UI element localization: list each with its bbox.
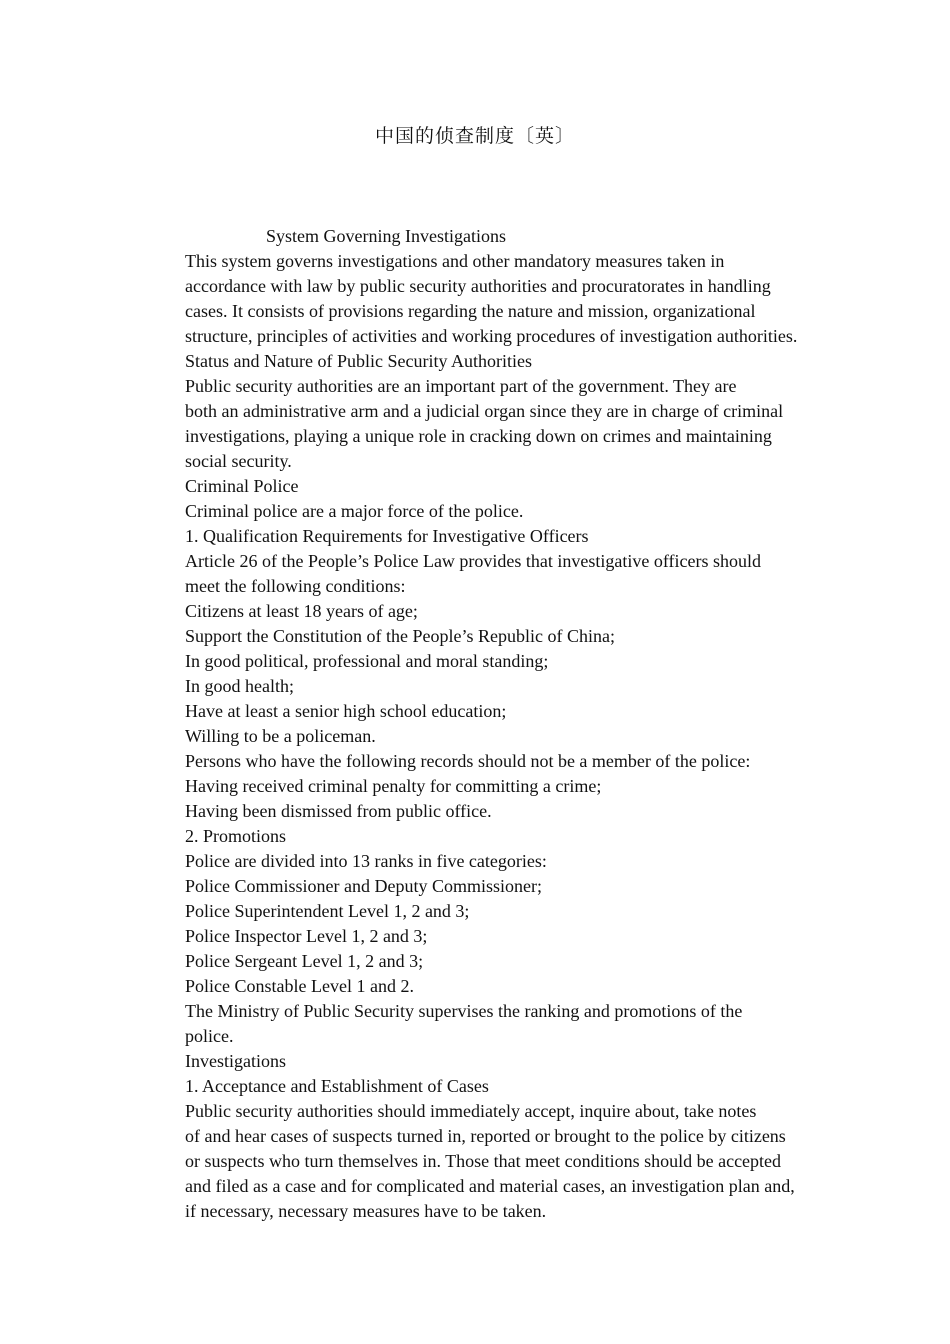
paragraph	[147, 774, 809, 799]
paragraph	[147, 724, 809, 749]
paragraph	[147, 349, 809, 374]
text-line: Investigations	[185, 1051, 286, 1071]
text-line: Have at least a senior high school education;	[185, 701, 507, 721]
text-line: Article 26 of the People’s Police Law provides that investigative officers should	[185, 551, 762, 571]
paragraph	[147, 524, 809, 549]
text-line: Having been dismissed from public office.	[185, 801, 492, 821]
paragraph	[147, 899, 809, 924]
text-line: Persons who have the following records should not be a member of the police:	[185, 751, 751, 771]
paragraph	[147, 1049, 809, 1074]
paragraph	[147, 824, 809, 849]
paragraph	[147, 924, 809, 949]
text-line: 1. Qualification Requirements for Investigative Officers	[185, 526, 589, 546]
text-line: Public security authorities should immediately accept, inquire about, take notes	[185, 1101, 757, 1121]
paragraph	[147, 1074, 809, 1099]
text-line: and filed as a case and for complicated and material cases, an investigation plan and,	[185, 1176, 795, 1196]
text-line: System Governing Investigations	[266, 226, 506, 246]
text-line: structure, principles of activities and working procedures of investigation authorities.	[185, 326, 798, 346]
paragraph	[147, 799, 809, 824]
text-line: Willing to be a policeman.	[185, 726, 376, 746]
text-line: This system governs investigations and other mandatory measures taken in	[185, 251, 725, 271]
paragraph	[147, 549, 809, 599]
text-line: Police Sergeant Level 1, 2 and 3;	[185, 951, 424, 971]
paragraph	[147, 874, 809, 899]
text-line: 2. Promotions	[185, 826, 287, 846]
text-line: 1. Acceptance and Establishment of Cases	[185, 1076, 489, 1096]
text-line: meet the following conditions:	[185, 576, 406, 596]
paragraph	[147, 249, 809, 349]
text-line: The Ministry of Public Security supervises the ranking and promotions of the	[185, 1001, 743, 1021]
text-line: Police are divided into 13 ranks in five categories:	[185, 851, 547, 871]
text-line: Public security authorities are an important part of the government. They are	[185, 376, 737, 396]
paragraph	[147, 674, 809, 699]
text-line: both an administrative arm and a judicial organ since they are in charge of criminal	[185, 401, 784, 421]
paragraph	[147, 374, 809, 474]
text-line: cases. It consists of provisions regarding the nature and mission, organizational	[185, 301, 756, 321]
paragraph	[147, 849, 809, 874]
paragraph	[147, 749, 809, 774]
paragraph	[147, 999, 809, 1049]
text-line: In good health;	[185, 676, 294, 696]
text-line: police.	[185, 1026, 234, 1046]
text-line: Police Commissioner and Deputy Commissioner;	[185, 876, 542, 896]
document-body	[147, 224, 809, 1224]
text-line: Police Superintendent Level 1, 2 and 3;	[185, 901, 470, 921]
paragraph	[147, 624, 809, 649]
text-line: social security.	[185, 451, 292, 471]
section-heading	[147, 224, 809, 249]
paragraph	[147, 699, 809, 724]
text-line: of and hear cases of suspects turned in, reported or brought to the police by citizens	[185, 1126, 786, 1146]
text-line: or suspects who turn themselves in. Those that meet conditions should be accepted	[185, 1151, 782, 1171]
text-line: Status and Nature of Public Security Authorities	[185, 351, 532, 371]
text-line: Support the Constitution of the People’s Republic of China;	[185, 626, 615, 646]
text-line: Criminal Police	[185, 476, 299, 496]
paragraph	[147, 649, 809, 674]
paragraph	[147, 1099, 809, 1224]
paragraph	[147, 974, 809, 999]
text-line: Citizens at least 18 years of age;	[185, 601, 418, 621]
text-line: In good political, professional and moral standing;	[185, 651, 549, 671]
paragraph	[147, 599, 809, 624]
document-title: 中国的侦查制度〔英〕	[374, 126, 575, 147]
text-line: accordance with law by public security authorities and procuratorates in handling	[185, 276, 771, 296]
paragraph	[147, 499, 809, 524]
text-line: Criminal police are a major force of the police.	[185, 501, 524, 521]
paragraph	[147, 474, 809, 499]
paragraph	[147, 949, 809, 974]
text-line: Police Inspector Level 1, 2 and 3;	[185, 926, 428, 946]
text-line: if necessary, necessary measures have to be taken.	[185, 1201, 547, 1221]
text-line: investigations, playing a unique role in cracking down on crimes and maintaining	[185, 426, 772, 446]
text-line: Having received criminal penalty for committing a crime;	[185, 776, 602, 796]
text-line: Police Constable Level 1 and 2.	[185, 976, 414, 996]
